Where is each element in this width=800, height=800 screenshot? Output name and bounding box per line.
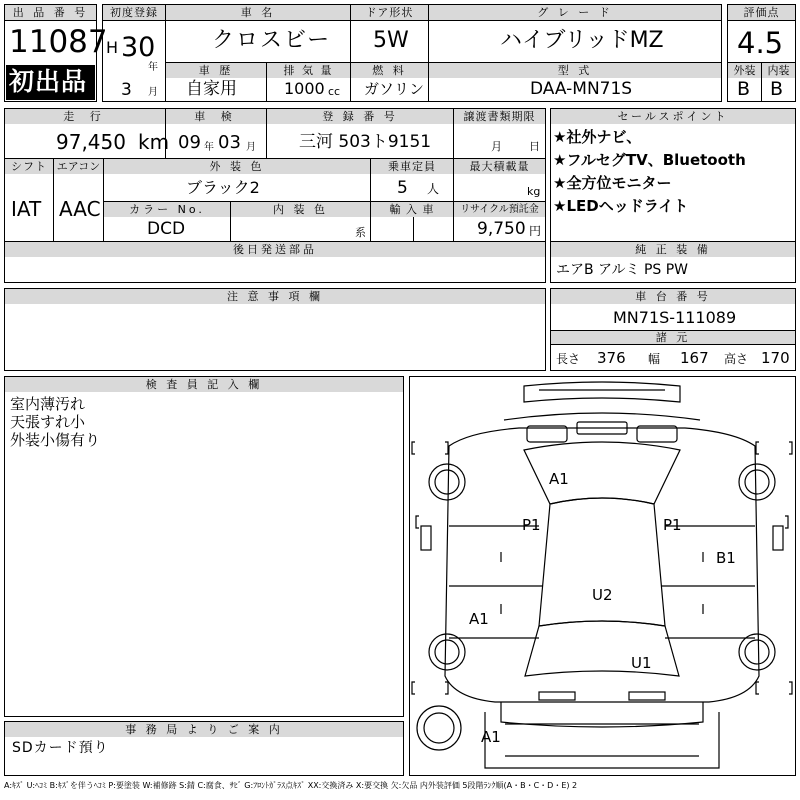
inspection-header: 車 検 xyxy=(166,109,266,124)
sales-points-header: セールスポイント xyxy=(551,109,795,124)
inspector-note-3: 外装小傷有り xyxy=(10,431,101,449)
aircon: AAC xyxy=(59,197,101,221)
mark-pillar-left: P1 xyxy=(522,516,541,534)
ext-color-header: 外 装 色 xyxy=(104,159,370,174)
shift: IAT xyxy=(11,197,42,221)
grade: ハイブリッドMZ xyxy=(500,28,664,53)
exterior-color: ブラック2 xyxy=(186,178,260,197)
registration-header: 登 録 番 号 xyxy=(267,109,453,124)
mark-left-rear-door: A1 xyxy=(469,610,489,628)
mark-pillar-right: P1 xyxy=(663,516,682,534)
lot-number-header: 出 品 番 号 xyxy=(5,5,96,20)
sales-point-4: ★LEDヘッドライト xyxy=(553,197,689,215)
inspector-note-2: 天張すれ小 xyxy=(10,413,86,431)
history: 自家用 xyxy=(186,79,237,99)
interior-color-unit: 系 xyxy=(355,226,366,239)
later-parts-header: 後日発送部品 xyxy=(5,242,545,257)
equipment-header: 純 正 装 備 xyxy=(551,242,795,257)
fuel: ガソリン xyxy=(364,80,425,98)
office-note: SDカード預り xyxy=(12,740,109,756)
door-type: 5W xyxy=(373,28,409,53)
height-label: 高さ xyxy=(724,352,749,366)
mileage-header: 走 行 xyxy=(5,109,165,124)
capacity-header: 乗車定員 xyxy=(371,159,453,174)
shift-header: シフト xyxy=(5,159,53,174)
car-diagram xyxy=(409,376,796,776)
height: 170 xyxy=(761,349,790,367)
sales-point-1: ★社外ナビ、 xyxy=(553,128,642,146)
color-no-header: カラー No. xyxy=(104,202,230,217)
grade-header: グ レ ー ド xyxy=(429,5,721,20)
mileage: 97,450 xyxy=(56,130,126,154)
chassis-number: MN71S-111089 xyxy=(613,308,737,327)
capacity: 5 xyxy=(397,178,408,198)
mark-center: U2 xyxy=(592,586,613,604)
inspection-month: 03 xyxy=(218,132,241,153)
year-unit: 年 xyxy=(148,62,158,73)
specs-header: 諸 元 xyxy=(551,331,795,344)
length-label: 長さ xyxy=(556,352,581,366)
recycle-header: リサイクル預託金 xyxy=(454,202,545,217)
transfer-month-unit: 月 xyxy=(491,140,502,153)
inspection-year: 09 xyxy=(178,132,201,153)
chassis-header: 車 台 番 号 xyxy=(551,289,795,304)
mark-right-rear-door: B1 xyxy=(716,549,736,567)
door-header: ドア形状 xyxy=(351,5,428,20)
transfer-day-unit: 日 xyxy=(529,140,540,153)
mark-rear: U1 xyxy=(631,654,652,672)
score: 4.5 xyxy=(737,26,784,60)
fuel-header: 燃 料 xyxy=(351,63,428,78)
model-code-header: 型 式 xyxy=(429,63,721,78)
capacity-unit: 人 xyxy=(427,182,440,196)
transfer-header: 譲渡書類期限 xyxy=(454,109,545,124)
mark-roof: A1 xyxy=(549,470,569,488)
recycle-fee: 9,750 xyxy=(477,219,526,239)
first-reg-header: 初度登録 xyxy=(103,5,165,20)
import-header: 輸 入 車 xyxy=(371,202,453,217)
length: 376 xyxy=(597,349,626,367)
model-code: DAA-MN71S xyxy=(530,79,633,99)
registration-number: 三河 503ト9151 xyxy=(299,132,432,152)
mileage-unit: km xyxy=(138,130,170,154)
lot-number: 11087 xyxy=(9,24,108,60)
mark-spare: A1 xyxy=(481,728,501,746)
displacement: 1000 xyxy=(284,79,325,98)
car-name-header: 車 名 xyxy=(166,5,350,20)
history-header: 車 歴 xyxy=(166,63,266,78)
car-name: クロスビー xyxy=(212,28,332,53)
displacement-header: 排 気 量 xyxy=(267,63,350,78)
exterior-grade: B xyxy=(737,78,751,100)
width: 167 xyxy=(680,349,709,367)
exterior-header: 外装 xyxy=(728,63,761,78)
interior-grade: B xyxy=(770,78,784,100)
color-number: DCD xyxy=(147,219,186,239)
inspector-note-1: 室内薄汚れ xyxy=(10,395,86,413)
notes-header: 注 意 事 項 欄 xyxy=(5,289,545,304)
width-label: 幅 xyxy=(648,352,661,366)
aircon-header: エアコン xyxy=(54,159,103,174)
era-prefix: H xyxy=(106,38,119,57)
first-reg-year: 30 xyxy=(121,32,156,63)
max-load-header: 最大積載量 xyxy=(454,159,545,174)
recycle-unit: 円 xyxy=(529,224,542,238)
int-color-header: 内 装 色 xyxy=(231,202,370,217)
first-reg-month: 3 xyxy=(121,80,132,100)
office-header: 事 務 局 よ り ご 案 内 xyxy=(5,722,403,737)
inspector-header: 検 査 員 記 入 欄 xyxy=(5,377,403,392)
interior-header: 内装 xyxy=(762,63,795,78)
score-header: 評価点 xyxy=(728,5,795,20)
inspection-year-unit: 年 xyxy=(204,142,214,153)
displacement-unit: cc xyxy=(328,85,341,98)
equipment: エアB アルミ PS PW xyxy=(556,262,689,278)
sales-point-3: ★全方位モニター xyxy=(553,174,672,192)
inspection-month-unit: 月 xyxy=(246,142,256,153)
month-unit: 月 xyxy=(148,87,158,98)
max-load-unit: kg xyxy=(527,185,541,198)
sales-point-2: ★フルセグTV、Bluetooth xyxy=(553,151,746,169)
legend: A:ｷｽﾞ U:ﾍｺﾐ B:ｷｽﾞを伴うﾍｺﾐ P:要塗装 W:補修跡 S:錆 C:腐食、ｻﾋﾞ G:ﾌﾛﾝﾄｶﾞﾗｽ点ｷｽﾞ XX:交換済み X:要交換 欠:欠品 内外装評価 5段階ﾗﾝｸ順(A・B・C・D・E) 2 xyxy=(4,781,578,790)
first-listing-label: 初出品 xyxy=(9,67,88,96)
